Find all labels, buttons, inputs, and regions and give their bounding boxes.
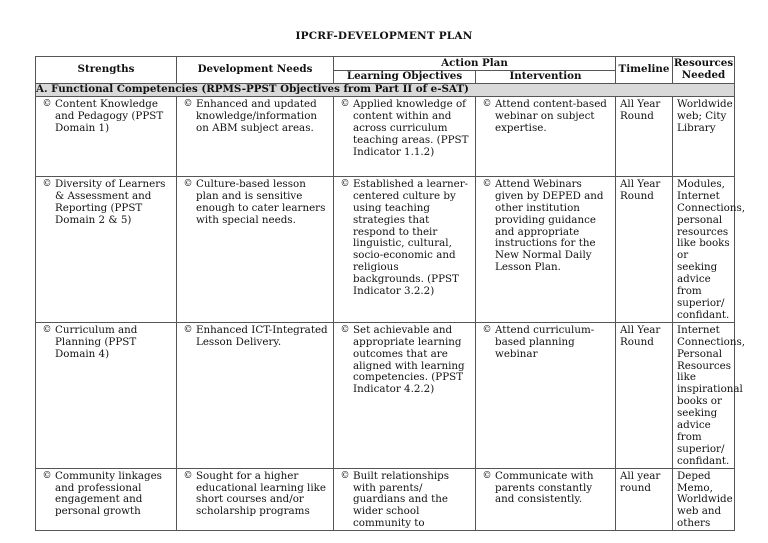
copyright-bullet-icon: © <box>183 98 193 109</box>
resources-text: Deped Memo, Worldwide web and others <box>677 469 733 530</box>
intervention-text: Communicate with parents constantly and consistently. <box>495 469 594 506</box>
copyright-bullet-icon: © <box>340 324 350 335</box>
need-text: Enhanced and updated knowledge/information on ABM subject areas. <box>196 97 318 134</box>
copyright-bullet-icon: © <box>482 324 492 335</box>
copyright-bullet-icon: © <box>42 324 52 335</box>
header-resources: Resources Needed <box>673 57 735 84</box>
copyright-bullet-icon: © <box>482 178 492 189</box>
timeline-text: All Year Round <box>620 97 661 122</box>
timeline-text: All year round <box>620 469 661 494</box>
table-row <box>36 96 735 176</box>
development-plan-table <box>35 56 746 531</box>
copyright-bullet-icon: © <box>340 178 350 189</box>
header-development-needs: Development Needs <box>177 57 334 84</box>
strength-text: Community linkages and professional engagement and personal growth <box>55 469 162 518</box>
resources-text: Modules, Internet Connections, personal resources like books or seeking advice from superior/ confidant. <box>677 177 746 321</box>
header-learning-objectives: Learning Objectives <box>334 71 476 84</box>
intervention-text: Attend curriculum-based planning webinar <box>495 323 595 360</box>
copyright-bullet-icon: © <box>340 98 350 109</box>
copyright-bullet-icon: © <box>42 178 52 189</box>
strength-text: Diversity of Learners & Assessment and Reporting (PPST Domain 2 & 5) <box>55 177 166 226</box>
need-text: Culture-based lesson plan and is sensitive enough to cater learners with special needs. <box>196 177 326 226</box>
copyright-bullet-icon: © <box>183 178 193 189</box>
table-row <box>36 176 735 322</box>
objective-text: Set achievable and appropriate learning outcomes that are aligned with learning competencies. (PPST Indicator 4.2.2) <box>353 323 465 396</box>
header-timeline: Timeline <box>616 57 673 84</box>
copyright-bullet-icon: © <box>482 470 492 481</box>
copyright-bullet-icon: © <box>183 324 193 335</box>
copyright-bullet-icon: © <box>42 470 52 481</box>
need-text: Sought for a higher educational learning like short courses and/or scholarship programs <box>196 469 326 518</box>
strength-text: Curriculum and Planning (PPST Domain 4) <box>55 323 138 360</box>
page-title: IPCRF-DEVELOPMENT PLAN <box>295 30 473 42</box>
intervention-text: Attend content-based webinar on subject expertise. <box>495 97 607 134</box>
need-text: Enhanced ICT-Integrated Lesson Delivery. <box>196 323 328 348</box>
strength-text: Content Knowledge and Pedagogy (PPST Domain 1) <box>55 97 164 134</box>
table-row <box>36 322 735 468</box>
timeline-text: All Year Round <box>620 323 661 348</box>
objective-text: Applied knowledge of content within and across curriculum teaching areas. (PPST Indicator 1.1.2) <box>353 97 469 158</box>
section-row <box>36 84 735 97</box>
header-intervention: Intervention <box>476 71 616 84</box>
copyright-bullet-icon: © <box>482 98 492 109</box>
header-strengths: Strengths <box>36 57 177 84</box>
table-row <box>36 468 735 531</box>
objective-text: Established a learner-centered culture by using teaching strategies that respond to their linguistic, cultural, socio-economic and religious backgrounds. (PPST Indicator 3.2.2) <box>353 177 469 298</box>
intervention-text: Attend Webinars given by DEPED and other institution providing guidance and appropriate instructions for the New Normal Daily Lesson Plan. <box>495 177 604 274</box>
header-row <box>36 57 735 71</box>
copyright-bullet-icon: © <box>42 98 52 109</box>
header-action-plan: Action Plan <box>334 57 616 71</box>
objective-text: Built relationships with parents/ guardians and the wider school community to <box>353 469 449 530</box>
resources-text: Internet Connections, Personal Resources like inspirational books or seeking advice from superior/ confidant. <box>677 323 746 467</box>
copyright-bullet-icon: © <box>340 470 350 481</box>
resources-text: Worldwide web; City Library <box>677 97 733 134</box>
copyright-bullet-icon: © <box>183 470 193 481</box>
timeline-text: All Year Round <box>620 177 661 202</box>
section-title: A. Functional Competencies (RPMS-PPST Objectives from Part II of e-SAT) <box>36 84 735 97</box>
